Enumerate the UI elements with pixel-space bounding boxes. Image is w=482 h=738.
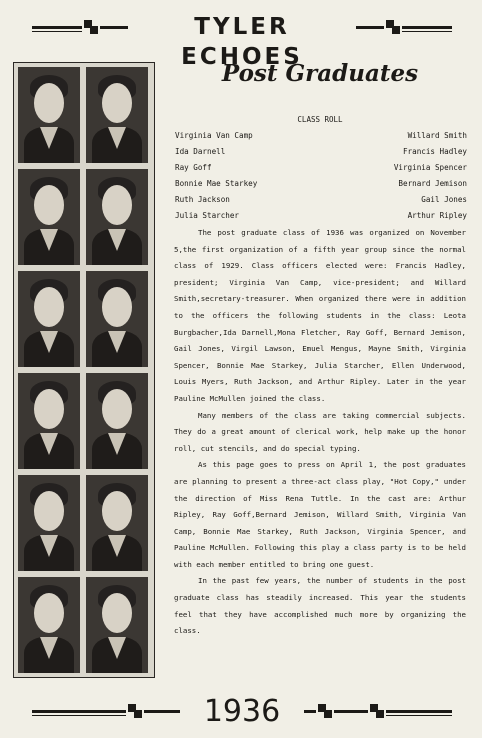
footer-ornament-left [128, 704, 142, 718]
header-ornament-left [84, 20, 98, 34]
class-roll-name: Francis Hadley [402, 147, 467, 156]
class-roll-name: Ray Goff [175, 163, 212, 172]
portrait-photo [86, 271, 148, 367]
portrait-photo [86, 475, 148, 571]
portrait-photo [18, 67, 80, 163]
footer-rule-right [386, 710, 452, 713]
body-paragraph: In the past few years, the number of students in the post graduate class has steadily increased. This year the students feel that they have accomplished much more by organizing the class. [174, 576, 466, 636]
class-roll-row [175, 144, 467, 160]
portrait-photo [86, 67, 148, 163]
portrait-photo [18, 373, 80, 469]
portrait-photo [18, 271, 80, 367]
class-roll-name: Arthur Ripley [407, 211, 467, 220]
page-footer [0, 692, 482, 732]
class-roll-name: Gail Jones [421, 195, 467, 204]
footer-year: 1936 [203, 694, 281, 729]
portrait-photo [18, 169, 80, 265]
footer-rule-inner-left [144, 710, 180, 713]
class-roll-name: Julia Starcher [175, 211, 240, 220]
footer-rule-left-thin [32, 715, 126, 716]
portrait-photo [86, 373, 148, 469]
class-roll-row [175, 128, 467, 144]
body-paragraph: As this page goes to press on April 1, the post graduates are planning to present a three-act class play, "Hot Copy," under the direction of Miss Rena Tuttle. In the cast are: Arthur Ripley, Ray Goff,Bernard Jemison, Willard Smith, Virginia Van Camp, Bonnie Mae Starkey, Ruth Jackson, Virginia Spencer, and Pauline McMullen. Following this play a class party is to be held with each member entitled to bring one guest. [174, 460, 466, 569]
page-header [0, 12, 482, 70]
class-roll-list [175, 128, 467, 224]
portrait-grid [13, 62, 155, 678]
portrait-photo [18, 475, 80, 571]
class-roll-heading: CLASS ROLL [297, 115, 343, 124]
header-rule-right [402, 26, 452, 29]
class-roll-name: Ruth Jackson [175, 195, 230, 204]
portrait-photo [86, 577, 148, 673]
portrait-photo [18, 577, 80, 673]
header-rule-left-thin [32, 31, 82, 32]
class-roll-name: Willard Smith [407, 131, 467, 140]
header-title: TYLER ECHOES [181, 14, 303, 70]
footer-rule-mid-right [334, 710, 368, 713]
article-body [174, 225, 466, 640]
class-roll-row [175, 208, 467, 224]
body-paragraph: Many members of the class are taking commercial subjects. They do a great amount of clerical work, help make up the honor roll, cut stencils, and do special typing. [174, 410, 466, 453]
header-rule-inner-left [100, 26, 128, 29]
class-roll-name: Ida Darnell [175, 147, 226, 156]
footer-rule-right-thin [386, 715, 452, 716]
footer-rule-inner-right [304, 710, 316, 713]
class-roll-name: Virginia Van Camp [175, 131, 253, 140]
class-roll-row [175, 176, 467, 192]
class-roll-name: Bonnie Mae Starkey [175, 179, 258, 188]
header-rule-left [32, 26, 82, 29]
class-roll-row [175, 192, 467, 208]
footer-rule-left [32, 710, 126, 713]
class-roll-row [175, 160, 467, 176]
class-roll-name: Virginia Spencer [393, 163, 467, 172]
portrait-photo [86, 169, 148, 265]
class-roll-name: Bernard Jemison [398, 179, 467, 188]
footer-ornament-right [318, 704, 332, 718]
header-rule-right-thin [402, 31, 452, 32]
header-ornament-right [386, 20, 400, 34]
header-rule-inner-right [356, 26, 384, 29]
page-title: Post Graduates [221, 60, 419, 87]
footer-ornament-far-right [370, 704, 384, 718]
body-paragraph: The post graduate class of 1936 was organized on November 5,the first organization of a fifth year group since the normal class of 1929. Class officers elected were: Francis Hadley, president; Virginia Van Camp, vice-president; and Willard Smith,secretary-treasurer. When organized there were in addition to the officers the following students in the class: Leota Burgbacher,Ida Darnell,Mona Fletcher, Ray Goff, Bernard Jemison, Gail Jones, Virgil Lawson, Emuel Mengus, Mayne Smith, Virginia Spencer, Bonnie Mae Starkey, Julia Starcher, Ellen Underwood, Louis Myers, Ruth Jackson, and Arthur Ripley. Later in the year Pauline McMullen joined the class. [174, 228, 466, 403]
